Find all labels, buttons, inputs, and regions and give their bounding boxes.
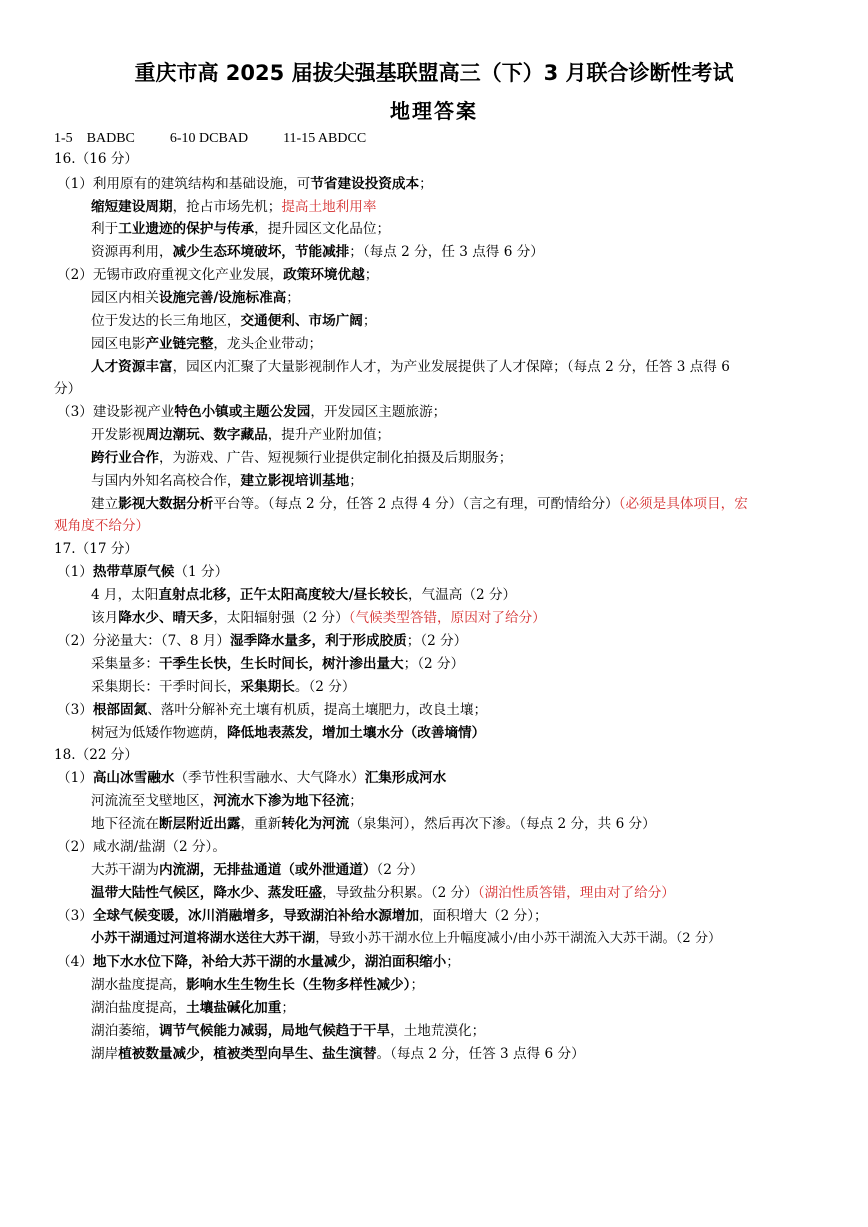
key-point: 缩短建设周期 bbox=[91, 199, 173, 215]
key-point: 降水少、晴天多 bbox=[118, 610, 214, 626]
q16-p3-line3 bbox=[91, 449, 512, 467]
key-point: 全球气候变暖，冰川消融增多，导致湖泊补给水源增加 bbox=[92, 908, 420, 924]
key-point: 工业遗迹的保护与传承 bbox=[118, 221, 255, 237]
q16-p2-line3 bbox=[91, 312, 376, 330]
q17-header: 17.（17 分） bbox=[54, 541, 139, 557]
text-span: 建立 bbox=[91, 496, 119, 512]
text-span: ，面积增大（2 分）； bbox=[419, 908, 548, 924]
key-point: 影视大数据分析 bbox=[118, 496, 214, 512]
q18-p4-line1 bbox=[57, 953, 460, 971]
key-point: 温带大陆性气候区，降水少、蒸发旺盛 bbox=[91, 885, 323, 901]
text-span: 。（2 分） bbox=[294, 679, 356, 695]
text-span: ，龙头企业带动； bbox=[213, 336, 323, 352]
q18-p1-line3 bbox=[91, 815, 656, 833]
q16-p3-line5 bbox=[91, 495, 748, 513]
key-point: 植被数量减少，植被类型向旱生、盐生演替 bbox=[118, 1046, 377, 1062]
key-point: 高山冰雪融水 bbox=[92, 770, 175, 786]
text-span: 采集期长：干季时间长， bbox=[91, 679, 241, 695]
key-point: 河流水下渗为地下径流 bbox=[213, 793, 350, 809]
text-span: （2）分泌量大：（7、8 月） bbox=[57, 633, 230, 649]
text-span: ； bbox=[281, 1000, 295, 1016]
key-point: 湿季降水量多，利于形成胶质 bbox=[230, 633, 407, 649]
multiple-choice-answers: 1-5 BADBC 6-10 DCBAD 11-15 ABDCC bbox=[54, 131, 367, 146]
q18-p1-line1 bbox=[57, 769, 446, 787]
text-span: 、落叶分解补充土壤有机质，提高土壤肥力，改良土壤； bbox=[147, 702, 488, 718]
text-span: ，导致盐分积累。（2 分） bbox=[322, 885, 478, 901]
text-span: 湖泊萎缩， bbox=[91, 1023, 159, 1039]
text-span: 开发影视 bbox=[91, 427, 146, 443]
text-span: 位于发达的长三角地区， bbox=[91, 313, 241, 329]
text-span: 采集量多： bbox=[91, 656, 159, 672]
key-point: 断层附近出露 bbox=[158, 816, 241, 832]
text-span: （3）建设影视产业 bbox=[57, 404, 175, 420]
q16-p1-line1 bbox=[57, 175, 433, 193]
grading-note: （湖泊性质答错，理由对了给分） bbox=[477, 885, 675, 901]
key-point: 设施完善/设施标准高 bbox=[158, 290, 287, 306]
text-span: ，重新 bbox=[240, 816, 282, 832]
q17-p3-line1 bbox=[57, 701, 487, 719]
text-span: ，开发园区主题旅游； bbox=[310, 404, 447, 420]
q17-p3-line2 bbox=[91, 724, 485, 742]
text-span: （季节性积雪融水、大气降水） bbox=[174, 770, 365, 786]
q17-p2-line1 bbox=[57, 632, 467, 650]
key-point: 跨行业合作 bbox=[91, 450, 159, 466]
text-span: ，气温高（2 分） bbox=[408, 587, 517, 603]
text-span: ； bbox=[349, 473, 363, 489]
q16-p1-line3 bbox=[91, 220, 390, 238]
text-span: ；（2 分） bbox=[403, 656, 465, 672]
key-point: 转化为河流 bbox=[281, 816, 350, 832]
key-point: 采集期长 bbox=[240, 679, 295, 695]
key-point: 内流湖，无排盐通道（或外泄通道） bbox=[158, 862, 377, 878]
key-point: 地下水水位下降，补给大苏干湖的水量减少，湖泊面积缩小 bbox=[92, 954, 447, 970]
text-span: 该月 bbox=[91, 610, 119, 626]
key-point: 减少生态环境破坏，节能减排 bbox=[172, 244, 350, 260]
key-point: 汇集形成河水 bbox=[364, 770, 447, 786]
key-point: 直射点北移，正午太阳高度较大/昼长较长 bbox=[158, 587, 409, 603]
text-span: （3） bbox=[57, 702, 93, 718]
text-span: 大苏干湖为 bbox=[91, 862, 159, 878]
key-point: 政策环境优越 bbox=[283, 267, 365, 283]
text-span: 与国内外知名高校合作， bbox=[91, 473, 241, 489]
grading-note: （气候类型答错，原因对了给分） bbox=[348, 610, 546, 626]
text-span: （1 分） bbox=[174, 564, 229, 580]
text-span: （2）无锡市政府重视文化产业发展， bbox=[57, 267, 284, 283]
key-point: 产业链完整 bbox=[145, 336, 214, 352]
text-span: ，太阳辐射强（2 分） bbox=[213, 610, 349, 626]
q18-p2-line3 bbox=[91, 884, 675, 902]
q16-p3-line6: 观角度不给分） bbox=[54, 518, 150, 534]
text-span: 平台等。（每点 2 分，任答 2 点得 4 分）（言之有理，可酌情给分） bbox=[213, 496, 619, 512]
q16-p1-line4 bbox=[91, 243, 544, 261]
text-span: 树冠为低矮作物遮荫， bbox=[91, 725, 227, 741]
text-span: （1） bbox=[57, 770, 93, 786]
text-span: ，导致小苏干湖水位上升幅度减小/由小苏干湖流入大苏干湖。（2 分） bbox=[315, 931, 722, 946]
q16-p2-line5 bbox=[91, 358, 730, 376]
text-span: ，提升园区文化品位； bbox=[254, 221, 391, 237]
q17-p1-line2 bbox=[91, 586, 516, 604]
key-point: 调节气候能力减弱，局地气候趋于干旱 bbox=[158, 1023, 391, 1039]
text-span: （泉集河），然后再次下渗。（每点 2 分，共 6 分） bbox=[349, 816, 656, 832]
q18-p2-line1: （2）咸水湖/盐湖（2 分）。 bbox=[57, 839, 226, 855]
key-point: 干季生长快，生长时间长，树汁渗出量大 bbox=[158, 656, 404, 672]
text-span: ； bbox=[446, 954, 460, 970]
key-point: 影响水生生物生长（生物多样性减少） bbox=[186, 977, 411, 993]
q18-header: 18.（22 分） bbox=[54, 747, 139, 763]
text-span: （4） bbox=[57, 954, 93, 970]
q18-p3-line2 bbox=[91, 930, 721, 948]
key-point: 人才资源丰富 bbox=[91, 359, 173, 375]
text-span: 湖水盐度提高， bbox=[91, 977, 187, 993]
key-point: 节省建设投资成本 bbox=[310, 176, 420, 192]
text-span: ； bbox=[362, 313, 377, 329]
key-point: 周边潮玩、数字藏品 bbox=[145, 427, 268, 443]
q18-p4-line5 bbox=[91, 1045, 585, 1063]
text-span: ；（2 分） bbox=[406, 633, 468, 649]
q16-p2-line2 bbox=[91, 289, 300, 307]
text-span: 4 月，太阳 bbox=[91, 587, 159, 603]
key-point: 建立影视培训基地 bbox=[240, 473, 350, 489]
text-span: 河流流至戈壁地区， bbox=[91, 793, 214, 809]
q16-p2-line1 bbox=[57, 266, 378, 284]
text-span: （1） bbox=[57, 564, 93, 580]
q16-p3-line1 bbox=[57, 403, 446, 421]
text-span: ，园区内汇聚了大量影视制作人才，为产业发展提供了人才保障；（每点 2 分，任答 3 点得 6 bbox=[172, 359, 730, 375]
grading-note: （必须是具体项目，宏 bbox=[618, 496, 748, 512]
q17-p2-line3 bbox=[91, 678, 355, 696]
text-span: 利于 bbox=[91, 221, 119, 237]
text-span: ； bbox=[286, 290, 300, 306]
q18-p3-line1 bbox=[57, 907, 548, 925]
q16-p1-line2 bbox=[91, 198, 376, 216]
text-span: （2 分） bbox=[376, 862, 424, 878]
text-span: 园区电影 bbox=[91, 336, 146, 352]
q16-p3-line4 bbox=[91, 472, 363, 490]
q16-header: 16.（16 分） bbox=[54, 151, 139, 167]
q16-p2-line4 bbox=[91, 335, 322, 353]
q18-p4-line2 bbox=[91, 976, 424, 994]
key-point: 根部固氮 bbox=[92, 702, 148, 718]
q17-p2-line2 bbox=[91, 655, 464, 673]
key-point: 交通便利、市场广阔 bbox=[240, 313, 363, 329]
grading-note: 提高土地利用率 bbox=[281, 199, 377, 215]
text-span: ； bbox=[349, 793, 363, 809]
key-point: 小苏干湖通过河道将湖水送往大苏干湖 bbox=[91, 931, 316, 946]
text-span: 。（每点 2 分，任答 3 点得 6 分） bbox=[376, 1046, 585, 1062]
document-subtitle: 地理答案 bbox=[390, 99, 478, 123]
text-span: 湖泊盐度提高， bbox=[91, 1000, 187, 1016]
key-point: 特色小镇或主题公发园 bbox=[174, 404, 311, 420]
text-span: ； bbox=[419, 176, 433, 192]
text-span: ； bbox=[410, 977, 425, 993]
q17-p1-line1 bbox=[57, 563, 228, 581]
text-span: ； bbox=[364, 267, 379, 283]
text-span: ，土地荒漠化； bbox=[390, 1023, 486, 1039]
q18-p4-line4 bbox=[91, 1022, 485, 1040]
text-span: ；（每点 2 分，任 3 点得 6 分） bbox=[349, 244, 544, 260]
q18-p1-line2 bbox=[91, 792, 363, 810]
q16-p3-line2 bbox=[91, 426, 390, 444]
text-span: ，为游戏、广告、短视频行业提供定制化拍摄及后期服务； bbox=[158, 450, 513, 466]
text-span: 园区内相关 bbox=[91, 290, 159, 306]
text-span: ，抢占市场先机； bbox=[172, 199, 282, 215]
q16-p2-line6: 分） bbox=[54, 381, 82, 397]
text-span: （1）利用原有的建筑结构和基础设施，可 bbox=[57, 176, 311, 192]
text-span: 资源再利用， bbox=[91, 244, 173, 260]
text-span: 湖岸 bbox=[91, 1046, 119, 1062]
text-span: （3） bbox=[57, 908, 93, 924]
q17-p1-line3 bbox=[91, 609, 546, 627]
key-point: 降低地表蒸发，增加土壤水分（改善墒情） bbox=[226, 725, 486, 741]
q18-p2-line2 bbox=[91, 861, 423, 879]
key-point: 土壤盐碱化加重 bbox=[186, 1000, 282, 1016]
key-point: 热带草原气候 bbox=[92, 564, 175, 580]
text-span: ，提升产业附加值； bbox=[267, 427, 391, 443]
text-span: 地下径流在 bbox=[91, 816, 159, 832]
document-title: 重庆市高 2025 届拔尖强基联盟高三（下）3 月联合诊断性考试 bbox=[134, 61, 734, 85]
q18-p4-line3 bbox=[91, 999, 295, 1017]
